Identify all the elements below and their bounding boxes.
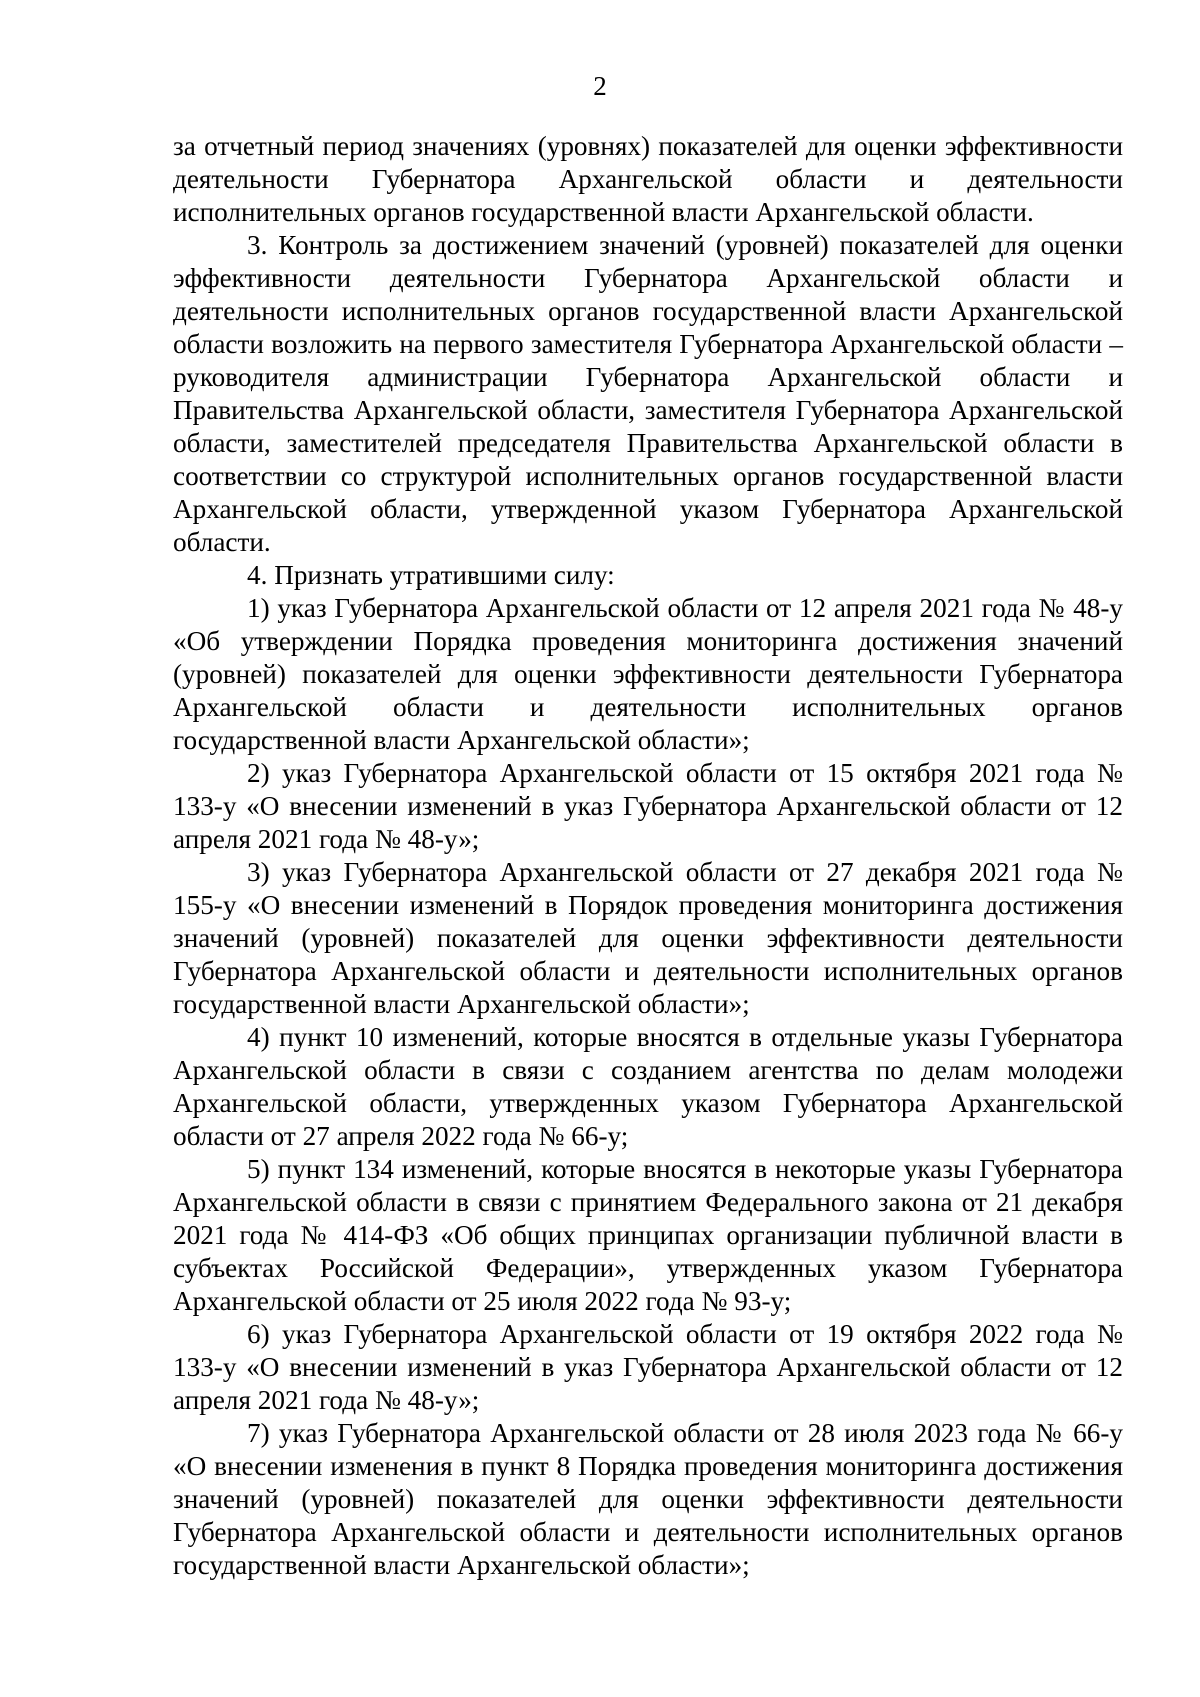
paragraph-item-3-control: 3. Контроль за достижением значений (уровней) показателей для оценки эффективности деятельности Губернатора Архангельской области и деятельности исполнительных органов государственной власти Архангельской области возложить на первого заместителя Губернатора Архангельской области – руководителя администрации Губернатора Архангельской области и Правительства Архангельской области, заместителя Губернатора Архангельской области, заместителей председателя Правительства Архангельской области в соответствии со структурой исполнительных органов государственной власти Архангельской области, утвержденной указом Губернатора Архангельской области. — [173, 230, 1123, 557]
page-number: 2 — [593, 71, 607, 101]
paragraph-subitem-5: 5) пункт 134 изменений, которые вносятся в некоторые указы Губернатора Архангельской области в связи с принятием Федерального закона от 21 декабря 2021 года № 414-ФЗ «Об общих принципах организации публичной власти в субъектах Российской Федерации», утвержденных указом Губернатора Архангельской области от 25 июля 2022 года № 93-у; — [173, 1154, 1123, 1316]
document-body — [173, 130, 1123, 1582]
paragraph-subitem-2: 2) указ Губернатора Архангельской области от 15 октября 2021 года № 133-у «О внесении изменений в указ Губернатора Архангельской области от 12 апреля 2021 года № 48-у»; — [173, 758, 1123, 854]
paragraph-item-4-repeal: 4. Признать утратившими силу: — [247, 560, 615, 590]
paragraph-subitem-6: 6) указ Губернатора Архангельской области от 19 октября 2022 года № 133-у «О внесении изменений в указ Губернатора Архангельской области от 12 апреля 2021 года № 48-у»; — [173, 1319, 1123, 1415]
paragraph-subitem-3: 3) указ Губернатора Архангельской области от 27 декабря 2021 года № 155-у «О внесении изменений в Порядок проведения мониторинга достижения значений (уровней) показателей для оценки эффективности деятельности Губернатора Архангельской области и деятельности исполнительных органов государственной власти Архангельской области»; — [173, 857, 1123, 1019]
paragraph-subitem-7: 7) указ Губернатора Архангельской области от 28 июля 2023 года № 66-у «О внесении изменения в пункт 8 Порядка проведения мониторинга достижения значений (уровней) показателей для оценки эффективности деятельности Губернатора Архангельской области и деятельности исполнительных органов государственной власти Архангельской области»; — [173, 1418, 1123, 1580]
paragraph-subitem-4: 4) пункт 10 изменений, которые вносятся в отдельные указы Губернатора Архангельской области в связи с созданием агентства по делам молодежи Архангельской области, утвержденных указом Губернатора Архангельской области от 27 апреля 2022 года № 66-у; — [173, 1022, 1123, 1151]
paragraph-subitem-1: 1) указ Губернатора Архангельской области от 12 апреля 2021 года № 48-у «Об утверждении Порядка проведения мониторинга достижения значений (уровней) показателей для оценки эффективности деятельности Губернатора Архангельской области и деятельности исполнительных органов государственной власти Архангельской области»; — [173, 593, 1123, 755]
paragraph-continuation: за отчетный период значениях (уровнях) показателей для оценки эффективности деятельности Губернатора Архангельской области и деятельности исполнительных органов государственной власти Архангельской области. — [173, 131, 1123, 227]
